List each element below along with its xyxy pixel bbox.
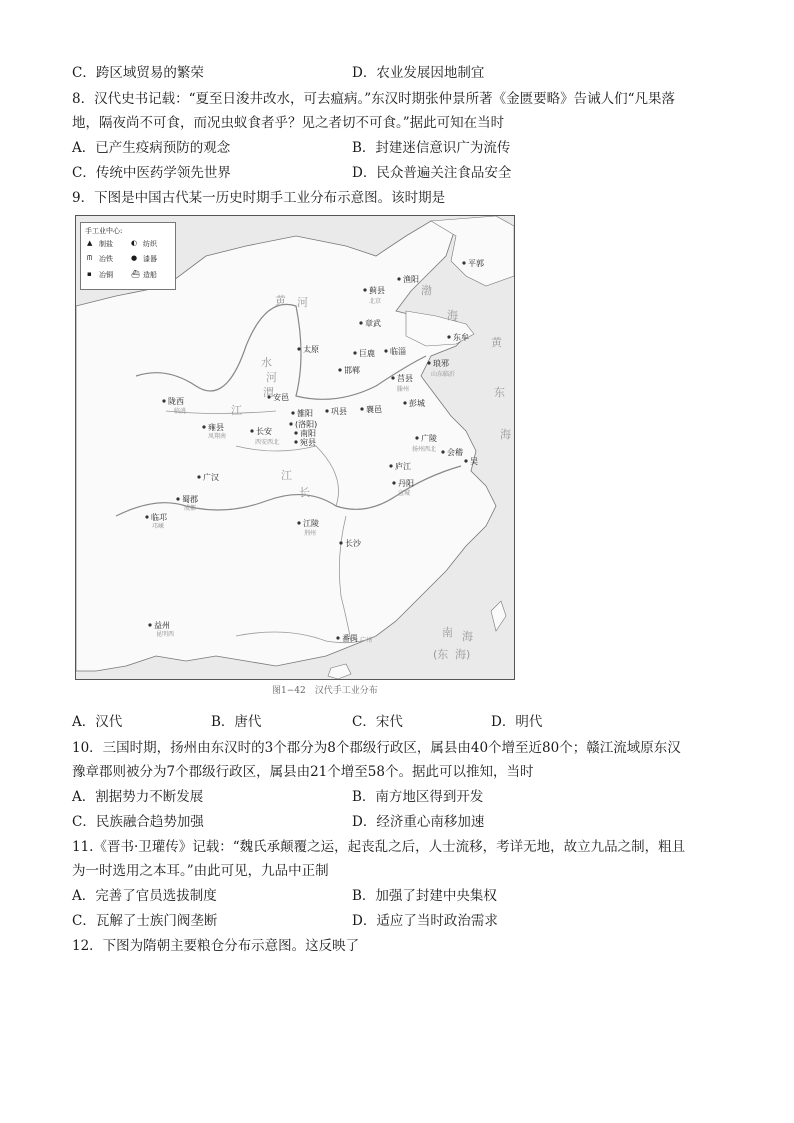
q10-stem-line1: 10．三国时期，扬州由东汉时的3个郡分为8个郡级行政区，属县由40个增至近80个；赣江流域原东汉	[72, 740, 681, 756]
city-dot	[162, 399, 165, 402]
city-label: 南阳	[300, 429, 316, 438]
q9-option-b: B．唐代	[211, 714, 262, 730]
city-label: 邯郸	[344, 366, 360, 375]
q11-option-d: D．适应了当时政治需求	[352, 913, 498, 929]
q7-option-c: C．跨区域贸易的繁荣	[72, 65, 204, 81]
city-dot	[336, 636, 339, 639]
city-dot	[415, 436, 418, 439]
q9-option-a: A．汉代	[72, 714, 123, 730]
city-dot	[250, 429, 253, 432]
city-dot	[464, 459, 467, 462]
city-label: 安邑	[273, 393, 289, 402]
city-dot	[338, 368, 341, 371]
q10-option-a: A．割据势力不断发展	[72, 789, 204, 805]
city-label: 北京	[369, 298, 382, 305]
q10-option-c: C．民族融合趋势加强	[72, 814, 204, 830]
city-dot	[403, 401, 406, 404]
city-dot	[359, 321, 362, 324]
city-label: 广州	[360, 637, 373, 644]
legend-lacquer: 漆器	[143, 255, 157, 263]
city-dot	[447, 335, 450, 338]
city-label: 太原	[303, 345, 319, 354]
region-label: 江	[281, 469, 292, 482]
region-label: 东	[494, 386, 505, 399]
q12-stem: 12．下图为隋朝主要粮仓分布示意图。这反映了	[72, 938, 360, 954]
salt-icon: ▲	[87, 239, 93, 247]
city-label: 宛县	[300, 438, 316, 447]
copper-icon: ▪	[87, 270, 92, 278]
region-label: 海	[500, 428, 511, 441]
region-label: 水	[261, 356, 272, 369]
q11-stem-line2: 为一时选用之本耳。”由此可见，九品中正制	[72, 863, 329, 879]
q8-stem-line2: 地，隔夜尚不可食，而况虫蚁食者乎？见之者切不可食。”据此可知在当时	[72, 115, 505, 131]
q8-option-d: D．民众普遍关注食品安全	[352, 165, 512, 181]
q8-option-c: C．传统中医药学领先世界	[72, 165, 231, 181]
city-label: 雒阳	[297, 409, 313, 418]
city-label: 荆州	[304, 530, 317, 537]
city-dot	[363, 288, 366, 291]
map-legend	[80, 222, 176, 290]
city-label: 蓟县	[369, 286, 385, 295]
region-label: 渤	[421, 284, 432, 297]
iron-icon: ᗰ	[87, 254, 93, 262]
city-dot	[294, 431, 297, 434]
legend-iron: 冶铁	[99, 255, 113, 263]
region-label: 河	[297, 296, 308, 309]
ship-icon: ⛴	[131, 270, 140, 278]
city-label: 东牟	[453, 333, 469, 342]
legend-textile: 纺织	[143, 240, 157, 248]
city-label: 章武	[365, 319, 381, 328]
city-label: 会稽	[447, 448, 463, 457]
city-label: 滕州	[397, 386, 410, 393]
legend-ship: 造船	[143, 271, 157, 279]
legend-copper: 冶铜	[99, 271, 113, 279]
q8-stem-line1: 8．汉代史书记载：“夏至日浚井改水，可去瘟病。”东汉时期张仲景所著《金匮要略》告诫人们“凡果落	[72, 91, 676, 107]
city-label: 山东临沂	[431, 371, 456, 378]
city-label: (洛阳)	[295, 420, 318, 429]
city-dot	[339, 541, 342, 544]
city-dot	[145, 515, 148, 518]
city-label: 扬州西北	[412, 446, 437, 453]
q11-option-a: A．完善了官员选拔制度	[72, 888, 217, 904]
q7-option-d: D．农业发展因地制宜	[352, 65, 485, 81]
lacquer-icon: ●	[131, 254, 138, 262]
city-dot	[389, 464, 392, 467]
region-label: 黄	[275, 294, 286, 307]
city-label: 广汉	[203, 473, 219, 482]
city-dot	[427, 361, 430, 364]
city-label: 临淄	[390, 347, 406, 356]
city-dot	[325, 409, 328, 412]
city-label: 莒县	[397, 374, 413, 383]
legend-salt: 制盐	[99, 240, 113, 248]
q9-stem: 9．下图是中国古代某一历史时期手工业分布示意图。该时期是	[72, 190, 446, 206]
region-label: 南	[442, 626, 453, 639]
city-label: 番禺	[342, 634, 358, 643]
q10-option-d: D．经济重心南移加速	[352, 814, 485, 830]
city-dot	[397, 277, 400, 280]
city-label: 成都	[184, 505, 197, 512]
region-label: 长	[299, 486, 310, 499]
q10-stem-line2: 豫章郡则被分为7个郡级行政区，属县由21个增至58个。据此可以推知，当时	[72, 764, 534, 780]
q8-option-a: A．已产生疫病预防的观念	[72, 140, 231, 156]
city-dot	[202, 425, 205, 428]
city-label: 襄邑	[366, 405, 382, 414]
han-handicraft-map	[75, 215, 515, 680]
city-dot	[353, 351, 356, 354]
city-label: 宣城	[398, 490, 411, 497]
city-label: 彭城	[409, 399, 425, 408]
q9-option-d: D．明代	[491, 714, 543, 730]
city-label: 庐江	[395, 462, 411, 471]
region-label: 渭	[263, 386, 274, 399]
city-label: 巩县	[331, 407, 347, 416]
city-label: 巨鹿	[359, 349, 375, 358]
city-dot	[289, 422, 292, 425]
region-label: 海	[462, 630, 473, 643]
city-label: 平郭	[468, 259, 484, 268]
city-dot	[462, 261, 465, 264]
city-label: 渔阳	[403, 275, 419, 284]
textile-icon: ◐	[131, 239, 138, 247]
region-label: 黄	[491, 336, 502, 349]
city-label: 广陵	[421, 434, 437, 443]
city-label: 琅邪	[433, 359, 449, 368]
city-label: 长沙	[345, 539, 361, 548]
q11-option-b: B．加强了封建中央集权	[352, 888, 497, 904]
region-label: (东	[433, 648, 449, 661]
city-dot	[294, 440, 297, 443]
q8-option-b: B．封建迷信意识广为流传	[352, 140, 511, 156]
q10-option-b: B．南方地区得到开发	[352, 789, 484, 805]
city-dot	[148, 623, 151, 626]
city-label: 临邛	[151, 513, 167, 522]
city-dot	[392, 481, 395, 484]
q9-option-c: C．宋代	[352, 714, 403, 730]
city-label: 邛崃	[152, 523, 165, 530]
city-label: 长安	[256, 427, 272, 436]
city-label: 凤翔南	[208, 433, 227, 440]
city-label: 丹阳	[398, 479, 414, 488]
city-label: 蜀郡	[182, 495, 198, 504]
city-label: 昆明西	[156, 631, 175, 638]
city-dot	[360, 407, 363, 410]
city-dot	[291, 411, 294, 414]
city-dot	[176, 497, 179, 500]
legend-title: 手工业中心:	[85, 227, 123, 235]
region-label: 江	[231, 404, 242, 417]
city-dot	[441, 450, 444, 453]
region-label: 河	[266, 371, 277, 384]
region-label: 海	[447, 309, 458, 322]
city-label: 临洮	[174, 408, 187, 415]
city-label: 雍县	[208, 423, 224, 432]
q11-option-c: C．瓦解了士族门阀垄断	[72, 913, 218, 929]
city-label: 吴	[470, 457, 478, 466]
city-label: 益州	[154, 621, 170, 630]
q11-stem-line1: 11.《晋书·卫瓘传》记载：“魏氏承颠覆之运，起丧乱之后，人士流移，考详无地，故立九品之制，粗且	[72, 839, 686, 855]
city-dot	[197, 475, 200, 478]
city-dot	[391, 376, 394, 379]
city-dot	[297, 347, 300, 350]
map-caption: 图1−42 汉代手工业分布	[272, 686, 378, 696]
city-dot	[384, 349, 387, 352]
city-dot	[297, 521, 300, 524]
city-label: 陇西	[168, 397, 184, 406]
city-label: 江陵	[303, 519, 319, 528]
region-label: 海)	[455, 648, 471, 661]
city-label: 西安西北	[255, 439, 280, 446]
